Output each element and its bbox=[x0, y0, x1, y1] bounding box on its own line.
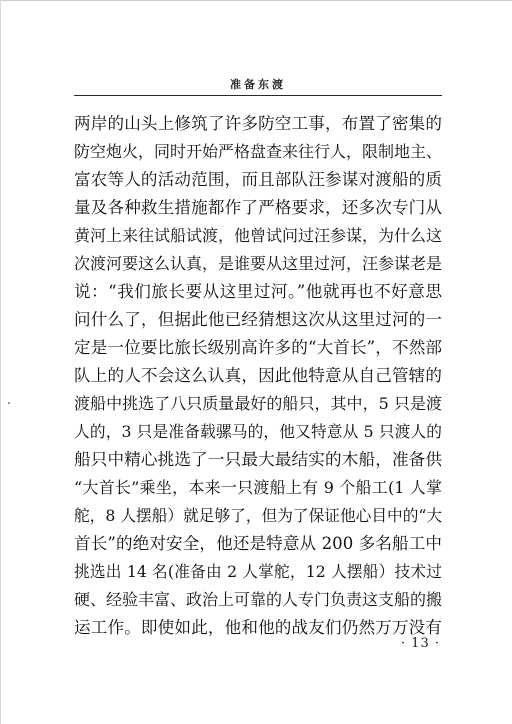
text-line: 次渡河要这么认真，是谁要从这里过河，汪参谋老是 bbox=[74, 254, 442, 273]
page-number: · 13 · bbox=[400, 636, 440, 651]
text-line: 定是一位要比旅长级别高许多的“大首长”，不然部 bbox=[74, 338, 442, 357]
text-line: 运工作。即使如此，他和他的战友们仍然万万没有 bbox=[74, 618, 442, 637]
text-line: 黄河上来往试船试渡，他曾试问过汪参谋，为什么这 bbox=[74, 226, 442, 245]
scan-speck bbox=[8, 402, 10, 404]
text-line: 渡船中挑选了八只质量最好的船只，其中，5 只是渡 bbox=[74, 394, 442, 413]
text-line: 船只中精心挑选了一只最大最结实的木船，准备供 bbox=[74, 450, 442, 469]
text-line: 舵，8 人摆船）就足够了，但为了保证他心目中的“大 bbox=[74, 506, 442, 525]
text-line: 问什么了，但据此他已经猜想这次从这里过河的一 bbox=[74, 310, 442, 329]
text-line: 富农等人的活动范围，而且部队汪参谋对渡船的质 bbox=[74, 170, 442, 189]
text-line: 人的，3 只是准备载骡马的，他又特意从 5 只渡人的 bbox=[74, 422, 442, 441]
text-line: 硬、经验丰富、政治上可靠的人专门负责这支船的搬 bbox=[74, 590, 442, 609]
body-text bbox=[74, 110, 442, 642]
text-line: 挑选出 14 名(准备由 2 人掌舵，12 人摆船）技术过 bbox=[74, 562, 442, 581]
text-line: 量及各种救生措施都作了严格要求，还多次专门从 bbox=[74, 198, 442, 217]
text-line: 队上的人不会这么认真，因此他特意从自己管辖的 bbox=[74, 366, 442, 385]
text-line: “大首长”乘坐，本来一只渡船上有 9 个船工(1 人掌 bbox=[74, 478, 442, 497]
header-rule bbox=[74, 95, 442, 96]
running-title: 准备东渡 bbox=[230, 78, 286, 91]
text-line: 防空炮火，同时开始严格盘查来往行人，限制地主、 bbox=[74, 142, 442, 161]
text-line: 首长”的绝对安全，他还是特意从 200 多名船工中 bbox=[74, 534, 442, 553]
text-line: 两岸的山头上修筑了许多防空工事，布置了密集的 bbox=[74, 114, 442, 133]
text-line: 说：“我们旅长要从这里过河。”他就再也不好意思 bbox=[74, 282, 442, 301]
